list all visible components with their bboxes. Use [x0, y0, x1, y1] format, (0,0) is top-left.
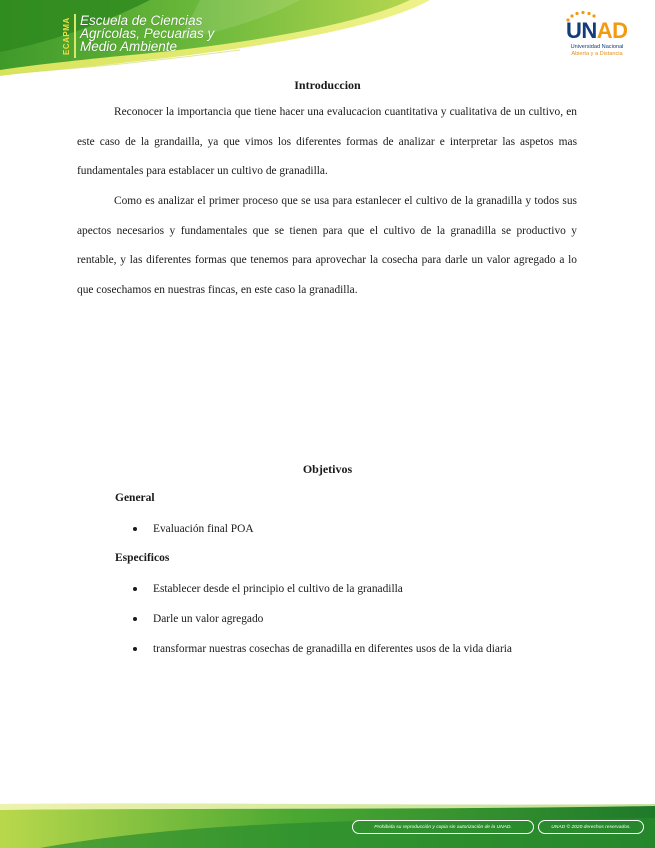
- logo-wordmark-accent: AD: [596, 18, 628, 43]
- footer-copyright: UNAD © 2020 derechos reservados.: [538, 820, 644, 834]
- page-header: [0, 0, 655, 90]
- section-title-objetivos: Objetivos: [302, 462, 353, 476]
- intro-paragraph-1: Reconocer la importancia que tiene hacer una evalucacion cuantitativa y cualitativa de un cultivo, en este caso de la grandailla, ya que vimos los diferentes formas de analizar e interpretar las aspetos mas fundamentales para establacer un cultivo de granadilla.: [77, 106, 577, 177]
- school-name-line: Agrícolas, Pecuarias y: [80, 26, 215, 41]
- list-item: [115, 612, 512, 642]
- school-name: [80, 14, 214, 53]
- especificos-heading: Especificos: [115, 552, 170, 564]
- general-list: [115, 522, 254, 552]
- school-title-block: [62, 14, 214, 58]
- school-name-line: Medio Ambiente: [80, 39, 178, 54]
- bullet-icon: [133, 587, 137, 591]
- page-footer: [0, 800, 655, 848]
- bullet-icon: [133, 617, 137, 621]
- school-acronym: ECAPMA: [62, 17, 71, 55]
- header-divider: [74, 14, 76, 58]
- list-item: [115, 582, 512, 612]
- list-item: [115, 642, 512, 672]
- especificos-list: [115, 582, 512, 672]
- logo-wordmark-main: UN: [566, 18, 597, 43]
- footer-notice: Prohibida su reproducción y copia sin autorización de la UNAD.: [352, 820, 534, 834]
- list-item-text: Evaluación final POA: [153, 523, 254, 535]
- list-item-text: transformar nuestras cosechas de granadilla en diferentes usos de la vida diaria: [153, 643, 512, 655]
- list-item: [115, 522, 254, 552]
- list-item-text: Establecer desde el principio el cultivo de la granadilla: [153, 583, 403, 595]
- bullet-icon: [133, 647, 137, 651]
- logo-subtitle-2: Abierta y a Distancia: [571, 51, 623, 57]
- bullet-icon: [133, 527, 137, 531]
- section-title-introduccion: Introduccion: [294, 78, 361, 92]
- general-heading: General: [115, 492, 155, 504]
- list-item-text: Darle un valor agregado: [153, 613, 264, 625]
- school-name-line: Escuela de Ciencias: [80, 13, 203, 28]
- unad-logo: [560, 10, 632, 60]
- logo-subtitle-1: Universidad Nacional: [570, 44, 624, 50]
- logo-wordmark: [566, 18, 628, 44]
- intro-paragraph-2: Como es analizar el primer proceso que se usa para estanlecer el cultivo de la granadilla y todos sus apectos necesarios y fundamentales que se tienen para que el cultivo de la granadilla se productivo y rentable, y las diferentes formas que tenemos para aprovechar la cosecha para darle un valor agregado a lo que cosechamos en nuestras fincas, en este caso la granadilla.: [77, 195, 577, 296]
